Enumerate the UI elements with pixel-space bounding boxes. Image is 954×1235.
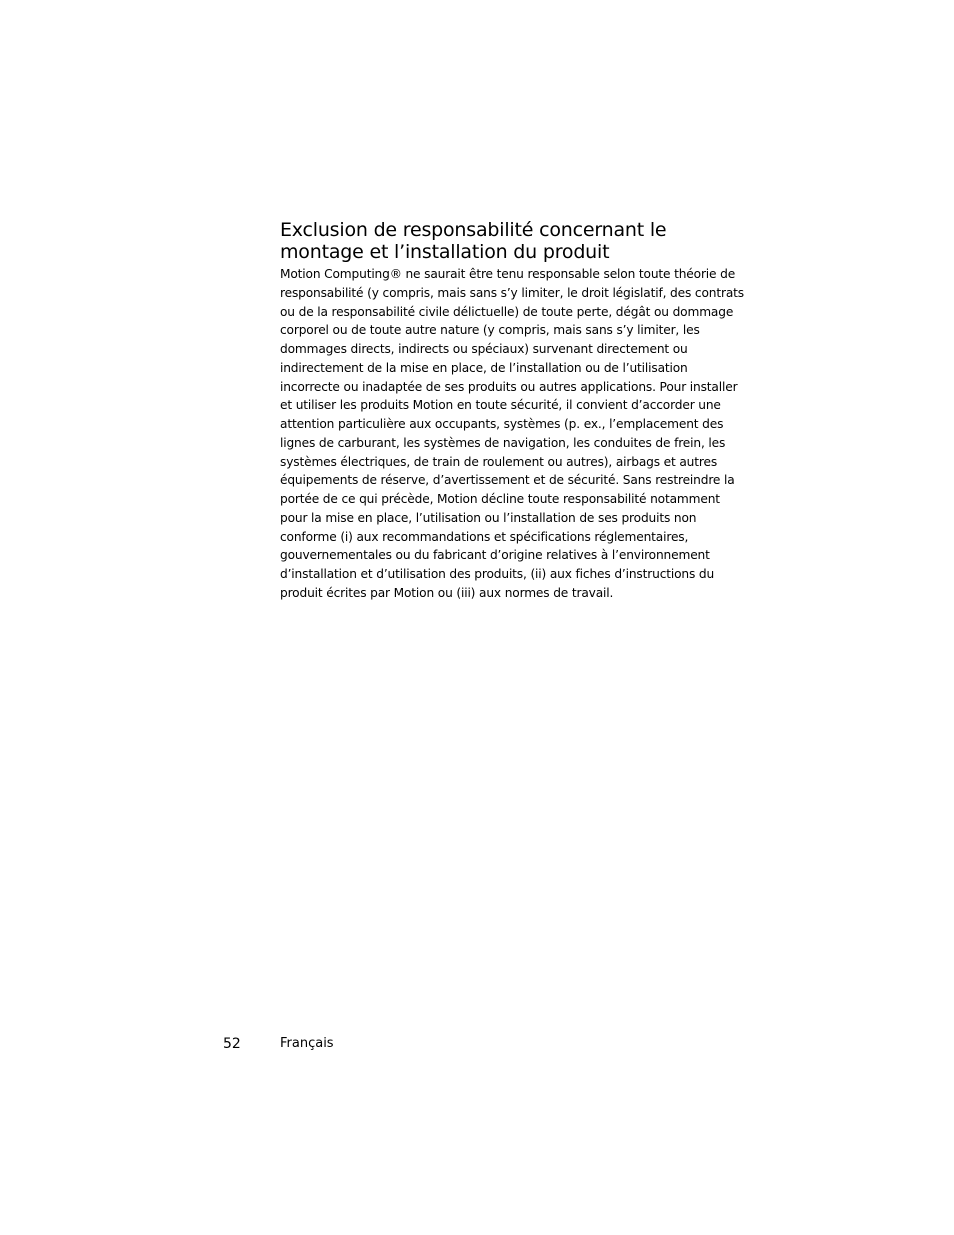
paragraph-line: dommages directs, indirects ou spéciaux) survenant directement ou [280, 342, 688, 356]
disclaimer-paragraph [280, 265, 744, 603]
paragraph-line: responsabilité (y compris, mais sans s’y limiter, le droit législatif, des contrats [280, 285, 744, 300]
section-heading [280, 219, 732, 263]
page-number: 52 [223, 1036, 241, 1052]
paragraph-line: indirectement de la mise en place, de l’installation ou de l’utilisation [280, 360, 688, 375]
heading-line: montage et l’installation du produit [280, 241, 610, 263]
heading-line: Exclusion de responsabilité concernant le [280, 219, 667, 241]
paragraph-line: conforme (i) aux recommandations et spécifications réglementaires, [280, 529, 689, 544]
page-footer [0, 1034, 954, 1054]
paragraph-line: attention particulière aux occupants, systèmes (p. ex., l’emplacement des [280, 417, 724, 431]
paragraph-line: corporel ou de toute autre nature (y compris, mais sans s’y limiter, les [280, 323, 700, 338]
paragraph-line: d’installation et d’utilisation des produits, (ii) aux fiches d’instructions du [280, 567, 715, 581]
paragraph-line: systèmes électriques, de train de roulement ou autres), airbags et autres [280, 454, 718, 469]
paragraph-line: lignes de carburant, les systèmes de navigation, les conduites de frein, les [280, 435, 726, 450]
paragraph-line: équipements de réserve, d’avertissement et de sécurité. Sans restreindre la [280, 473, 735, 488]
paragraph-line: et utiliser les produits Motion en toute sécurité, il convient d’accorder une [280, 398, 721, 413]
paragraph-line: Motion Computing® ne saurait être tenu responsable selon toute théorie de [280, 267, 736, 281]
paragraph-line: portée de ce qui précède, Motion décline toute responsabilité notamment [280, 492, 720, 506]
paragraph-line: incorrecte ou inadaptée de ses produits ou autres applications. Pour installer [280, 379, 738, 394]
paragraph-line: ou de la responsabilité civile délictuelle) de toute perte, dégât ou dommage [280, 304, 734, 319]
paragraph-line: gouvernementales ou du fabricant d’origine relatives à l’environnement [280, 548, 710, 563]
paragraph-line: produit écrites par Motion ou (iii) aux normes de travail. [280, 585, 614, 600]
paragraph-line: pour la mise en place, l’utilisation ou l’installation de ses produits non [280, 510, 697, 525]
language-label: Français [280, 1036, 334, 1051]
disclaimer-section [280, 219, 744, 603]
